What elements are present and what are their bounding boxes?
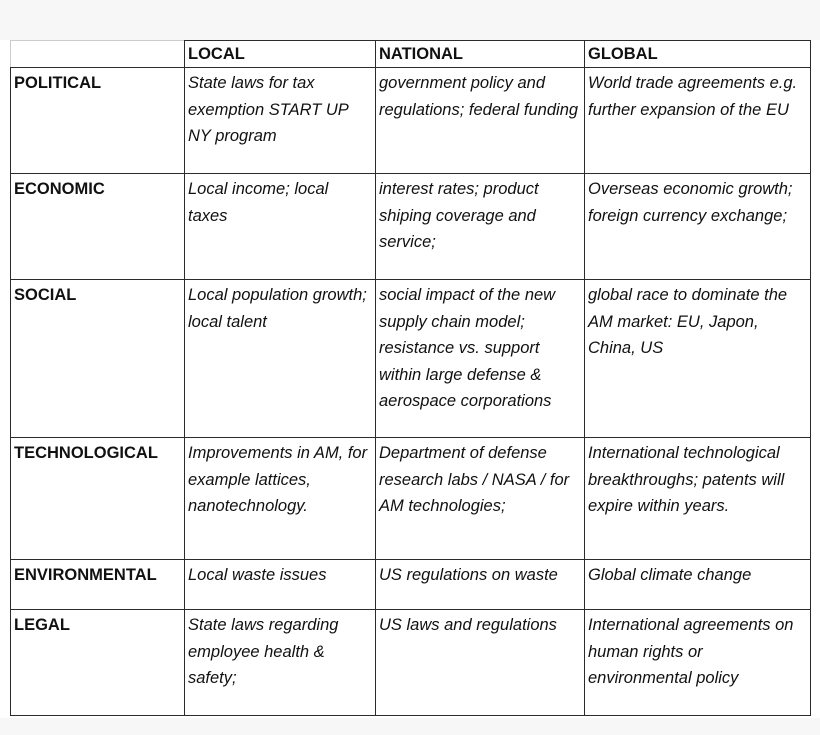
cell-social-national — [376, 280, 585, 438]
table-row-legal — [11, 610, 811, 716]
cell-text: Overseas economic growth; foreign currency exchange; — [588, 180, 793, 225]
header-row — [11, 41, 811, 68]
cell-technological-local — [185, 438, 376, 560]
cell-text: State laws regarding employee health & safety; — [188, 616, 339, 687]
corner-header-cell — [11, 41, 185, 68]
cell-technological-national — [376, 438, 585, 560]
cell-economic-local — [185, 174, 376, 280]
cell-text: Department of defense research labs / NASA / for AM technologies; — [379, 444, 570, 515]
row-label-technological: TECHNOLOGICAL — [11, 438, 185, 560]
cell-political-local — [185, 68, 376, 174]
cell-social-global — [585, 280, 811, 438]
cell-text: World trade agreements e.g. further expansion of the EU — [588, 74, 798, 119]
bottom-margin-band — [0, 718, 820, 735]
column-header-local: LOCAL — [185, 41, 376, 68]
table-row-political — [11, 68, 811, 174]
cell-text: Improvements in AM, for example lattices, nanotechnology. — [188, 444, 368, 515]
cell-technological-global — [585, 438, 811, 560]
cell-environmental-global — [585, 560, 811, 610]
cell-text: Local income; local taxes — [188, 180, 329, 225]
cell-legal-national — [376, 610, 585, 716]
row-label-political: POLITICAL — [11, 68, 185, 174]
row-label-environmental: ENVIRONMENTAL — [11, 560, 185, 610]
cell-text: US regulations on waste — [379, 566, 558, 584]
table-row-environmental — [11, 560, 811, 610]
cell-environmental-local — [185, 560, 376, 610]
table-row-economic — [11, 174, 811, 280]
cell-text: International agreements on human rights or environmental policy — [588, 616, 794, 687]
cell-text: Global climate change — [588, 566, 752, 584]
pestle-table — [10, 40, 811, 716]
cell-political-global — [585, 68, 811, 174]
row-label-legal: LEGAL — [11, 610, 185, 716]
top-margin-band — [0, 0, 820, 40]
cell-economic-global — [585, 174, 811, 280]
cell-environmental-national — [376, 560, 585, 610]
cell-text: State laws for tax exemption START UP NY program — [188, 74, 349, 145]
cell-text: government policy and regulations; federal funding — [379, 74, 579, 119]
table-row-social — [11, 280, 811, 438]
cell-economic-national — [376, 174, 585, 280]
column-header-national: NATIONAL — [376, 41, 585, 68]
cell-political-national — [376, 68, 585, 174]
cell-legal-local — [185, 610, 376, 716]
table-row-technological — [11, 438, 811, 560]
cell-text: Local waste issues — [188, 566, 327, 584]
row-label-social: SOCIAL — [11, 280, 185, 438]
cell-text: interest rates; product shiping coverage and service; — [379, 180, 539, 251]
cell-legal-global — [585, 610, 811, 716]
cell-text: US laws and regulations — [379, 616, 557, 634]
column-header-global: GLOBAL — [585, 41, 811, 68]
cell-social-local — [185, 280, 376, 438]
cell-text: Local population growth; local talent — [188, 286, 367, 331]
cell-text: global race to dominate the AM market: EU, Japon, China, US — [588, 286, 788, 357]
cell-text: social impact of the new supply chain model; resistance vs. support within large defense & aerospace corporations — [379, 286, 556, 410]
row-label-economic: ECONOMIC — [11, 174, 185, 280]
cell-text: International technological breakthroughs; patents will expire within years. — [588, 444, 785, 515]
